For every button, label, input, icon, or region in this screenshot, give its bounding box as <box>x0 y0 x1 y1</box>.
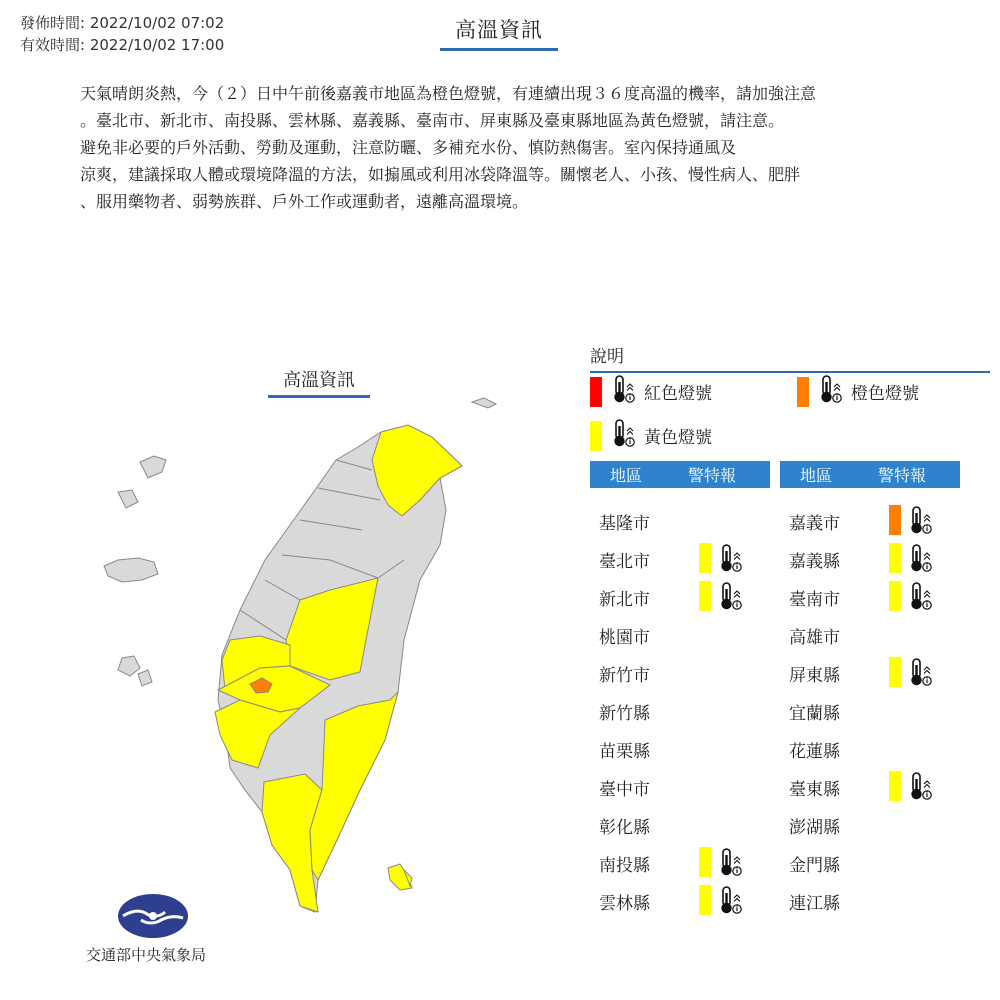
thermometer-sun-icon <box>717 847 743 882</box>
table-row <box>789 695 969 725</box>
island-kinmen-2 <box>118 490 138 508</box>
legend-red <box>590 374 712 409</box>
table-row <box>789 885 969 915</box>
island-penghu-1 <box>118 656 140 676</box>
region-name: 基隆市 <box>599 514 650 534</box>
alert-level-swatch <box>699 543 711 573</box>
col-alert-left: 警特報 <box>688 466 737 485</box>
thermometer-sun-icon <box>610 374 636 409</box>
region-name: 新北市 <box>599 590 650 610</box>
region-name: 臺東縣 <box>789 780 840 800</box>
table-row <box>599 581 779 611</box>
region-name: 連江縣 <box>789 894 840 914</box>
table-row <box>789 657 969 687</box>
table-row <box>789 733 969 763</box>
island-guishan <box>472 398 496 408</box>
region-name: 彰化縣 <box>599 818 650 838</box>
region-name: 宜蘭縣 <box>789 704 840 724</box>
region-name: 新竹縣 <box>599 704 650 724</box>
issued-time: 發佈時間: 2022/10/02 07:02 <box>20 14 225 32</box>
thermometer-sun-icon <box>717 581 743 616</box>
thermometer-sun-icon <box>907 657 933 692</box>
region-name: 高雄市 <box>789 628 840 648</box>
table-row <box>599 771 779 801</box>
alert-level-swatch <box>889 581 901 611</box>
thermometer-sun-icon <box>907 581 933 616</box>
alert-level-swatch <box>889 505 901 535</box>
region-name: 南投縣 <box>599 856 650 876</box>
region-name: 花蓮縣 <box>789 742 840 762</box>
table-row <box>599 505 779 535</box>
alert-level-swatch <box>889 543 901 573</box>
region-name: 嘉義縣 <box>789 552 840 572</box>
alert-level-swatch <box>699 885 711 915</box>
table-row <box>599 619 779 649</box>
thermometer-sun-icon <box>610 418 636 453</box>
region-name: 臺北市 <box>599 552 650 572</box>
cwb-logo-icon <box>117 892 189 940</box>
table-row <box>789 581 969 611</box>
thermometer-sun-icon <box>717 543 743 578</box>
table-row <box>599 657 779 687</box>
table-row <box>599 847 779 877</box>
col-region-right: 地區 <box>800 466 833 485</box>
island-kinmen-1 <box>140 456 166 478</box>
table-row <box>789 847 969 877</box>
thermometer-sun-icon <box>817 374 843 409</box>
alert-level-swatch <box>889 771 901 801</box>
legend-yellow-swatch <box>590 421 602 451</box>
table-header-left <box>590 461 770 488</box>
thermometer-sun-icon <box>717 885 743 920</box>
region-name: 桃園市 <box>599 628 650 648</box>
table-header-right <box>780 461 960 488</box>
agency-name: 交通部中央氣象局 <box>86 946 207 964</box>
region-name: 嘉義市 <box>789 514 840 534</box>
map-title: 高溫資訊 <box>268 366 370 398</box>
legend-orange-label: 橙色燈號 <box>851 384 919 404</box>
legend-orange-swatch <box>797 377 809 407</box>
col-region-left: 地區 <box>610 466 643 485</box>
alert-level-swatch <box>699 847 711 877</box>
island-penghu-2 <box>138 670 152 686</box>
island-matsu <box>104 558 158 582</box>
page-title: 高溫資訊 <box>440 14 558 51</box>
region-name: 雲林縣 <box>599 894 650 914</box>
legend-yellow-label: 黃色燈號 <box>644 428 712 448</box>
region-name: 臺南市 <box>789 590 840 610</box>
alert-level-swatch <box>699 581 711 611</box>
legend-orange <box>797 374 919 409</box>
table-row <box>789 809 969 839</box>
legend-title: 說明 <box>590 342 990 373</box>
table-row <box>599 543 779 573</box>
warning-description: 天氣晴朗炎熱，今（２）日中午前後嘉義市地區為橙色燈號，有連續出現３６度高溫的機率，請加強注意 。臺北市、新北市、南投縣、雲林縣、嘉義縣、臺南市、屏東縣及臺東縣地區為黃色燈號，請注意。 避免非必要的戶外活動、勞動及運動，注意防曬、多補充水份、慎防熱傷害。室內保持通風及 涼爽，建議採取人體或環境降溫的方法，如搧風或利用冰袋降溫等。關懷老人、小孩、慢性病人、肥胖 、服用藥物者、弱勢族群、戶外工作或運動者，遠離高溫環境。 <box>80 84 817 211</box>
region-name: 屏東縣 <box>789 666 840 686</box>
table-row <box>789 505 969 535</box>
table-row <box>599 695 779 725</box>
alert-level-swatch <box>889 657 901 687</box>
thermometer-sun-icon <box>907 771 933 806</box>
table-row <box>599 809 779 839</box>
col-alert-right: 警特報 <box>878 466 927 485</box>
region-name: 臺中市 <box>599 780 650 800</box>
region-name: 新竹市 <box>599 666 650 686</box>
table-row <box>789 771 969 801</box>
legend-red-swatch <box>590 377 602 407</box>
region-name: 苗栗縣 <box>599 742 650 762</box>
table-row <box>789 619 969 649</box>
legend-red-label: 紅色燈號 <box>644 384 712 404</box>
table-row <box>599 885 779 915</box>
region-name: 澎湖縣 <box>789 818 840 838</box>
thermometer-sun-icon <box>907 505 933 540</box>
valid-time: 有效時間: 2022/10/02 17:00 <box>20 36 225 54</box>
legend-yellow <box>590 418 712 453</box>
region-name: 金門縣 <box>789 856 840 876</box>
table-row <box>789 543 969 573</box>
thermometer-sun-icon <box>907 543 933 578</box>
table-row <box>599 733 779 763</box>
